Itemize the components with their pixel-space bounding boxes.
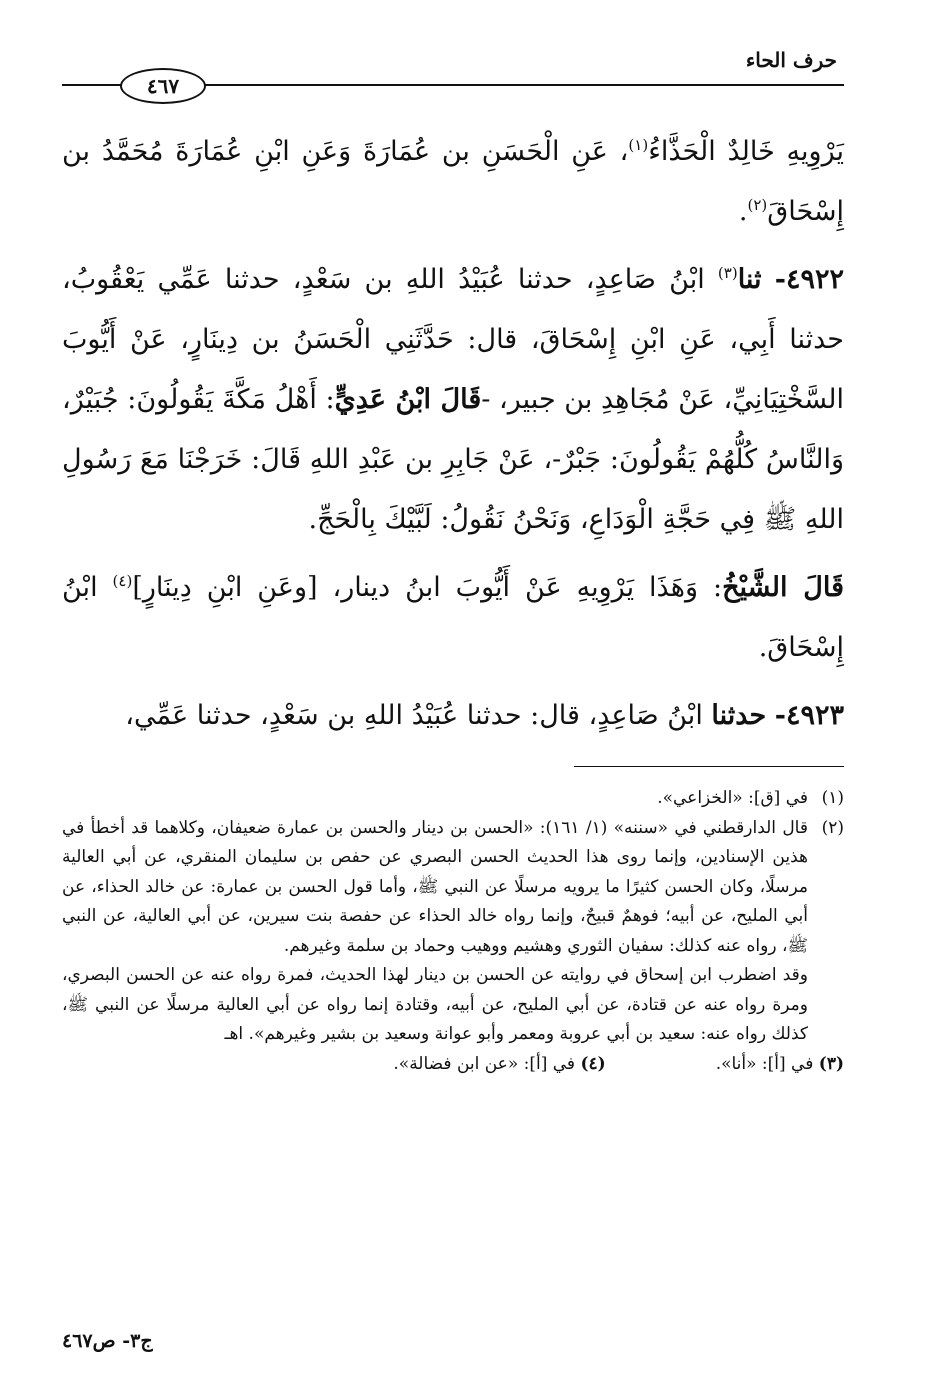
footnote-ref-3[interactable]: (٣) <box>717 264 738 282</box>
page-number-badge <box>120 68 206 104</box>
hadith-4923 <box>62 686 844 746</box>
footnotes <box>62 784 844 1079</box>
p1-end: . <box>738 196 748 227</box>
footnote-ref-1[interactable]: (١) <box>628 136 649 154</box>
footnote-separator <box>574 766 844 767</box>
p1-rest: ، عَنِ الْحَسَنِ بن عُمَارَةَ وَعَنِ ابْنِ عُمَارَةَ مُحَمَّدُ بن إِسْحَاقَ <box>62 136 844 227</box>
chapter-title: حرف الحاء <box>745 48 837 72</box>
footnote-2-text: قال الدارقطني في «سننه» (١/ ١٦١): «الحسن بن دينار والحسن بن عمارة ضعيفان، وكلاهما قد أخطأ في هذين الإسنادين، وإنما روى هذا الحديث الحسن البصري عن حفص بن سليمان المنقري، عن أبي العالية مرسلًا، وكان الحسن كثيرًا ما يرويه مرسلًا عن النبي ﷺ، وأما قول الحسن بن عمارة: عن خالد الحذاء، عن أبي المليح، عن أبيه؛ فوهمٌ قبيحٌ، وإنما رواه خالد الحذاء عن حفصة بنت سيرين، عن أبي العالية، عن النبي ﷺ، رواه عنه كذلك: سفيان الثوري وهشيم ووهيب وحماد بن سلمة وغيرهم. <box>62 817 808 956</box>
footnote-3-text: في [أ]: «أنا». <box>715 1053 814 1074</box>
footnote-3 <box>716 1050 844 1080</box>
footnote-4-text: في [أ]: «عن ابن فضالة». <box>393 1053 576 1074</box>
page-number: ٤٦٧ <box>146 74 180 98</box>
p3-end: ابْنُ إِسْحَاقَ. <box>62 572 844 663</box>
paragraph-1 <box>62 122 844 242</box>
p3-bold: قَالَ الشَّيْخُ <box>722 572 845 603</box>
hadith-4922 <box>62 250 844 550</box>
footnote-1-number: (١) <box>821 788 844 808</box>
volume-page-reference: ج٣- ص٤٦٧ <box>62 1330 153 1352</box>
footnote-1-text: في [ق]: «الخزاعي». <box>657 788 808 808</box>
footnote-ref-2[interactable]: (٢) <box>747 196 768 214</box>
sheikh-comment <box>62 558 844 678</box>
footnote-2-cont-text: وقد اضطرب ابن إسحاق في روايته عن الحسن بن دينار لهذا الحديث، فمرة رواه عنه عن الحسن البصري، ومرة رواه عنه عن قتادة، عن أبي المليح، عن أبيه، وقتادة إنما رواه عن أبي العالية مرسلًا عن النبي ﷺ، كذلك رواه عنه: سعيد بن أبي عروبة ومعمر وأبو عوانة وسعيد بن بشير وغيرهم». اهـ <box>62 965 808 1044</box>
p2-bold: ثنا <box>737 264 762 295</box>
footnotes-3-4 <box>62 1050 844 1080</box>
p4-bold: حدثنا <box>711 700 767 731</box>
footnote-4 <box>393 1050 605 1080</box>
p2-text2: : أَهْلُ مَكَّةَ يَقُولُونَ: جُبَيْرٌ، وَالنَّاسُ كُلُّهُمْ يَقُولُونَ: جَبْرٌ-، عَنْ جَابِرِ بن عَبْدِ اللهِ قَالَ: خَرَجْنَا مَعَ رَسُولِ اللهِ ﷺ فِي حَجَّةِ الْوَدَاعِ، وَنَحْنُ نَقُولُ: لَبَّيْكَ بِالْحَجِّ. <box>62 384 844 535</box>
footnote-3-number: (٣) <box>818 1053 844 1074</box>
main-text <box>62 122 844 754</box>
footnote-2-number: (٢) <box>821 817 844 838</box>
p2-bold2: قَالَ ابْنُ عَدِيٍّ <box>334 384 482 415</box>
footnote-4-number: (٤) <box>580 1053 606 1074</box>
p4-text: ابْنُ صَاعِدٍ، قال: حدثنا عُبَيْدُ اللهِ بن سَعْدٍ، حدثنا عَمِّي، <box>125 700 712 731</box>
hadith-number-4923: ٤٩٢٣- <box>774 700 844 731</box>
footnote-2 <box>62 814 844 962</box>
footnote-2-continued <box>62 961 844 1050</box>
footnote-1 <box>62 784 844 814</box>
footnote-ref-4[interactable]: (٤) <box>112 572 133 590</box>
p2-text: ابْنُ صَاعِدٍ، حدثنا عُبَيْدُ اللهِ بن سَعْدٍ، حدثنا عَمِّي يَعْقُوبُ، حدثنا أَبِي، عَنِ ابْنِ إِسْحَاقَ، قال: حَدَّثَنِي الْحَسَنُ بن دِينَارٍ، عَنْ أَيُّوبَ السَّخْتِيَانِيِّ، عَنْ مُجَاهِدِ بن جبير، - <box>62 264 845 415</box>
hadith-number-4922: ٤٩٢٢- <box>774 264 844 295</box>
p3-text: : وَهَذَا يَرْوِيهِ عَنْ أَيُّوبَ ابنُ دينار، [وعَنِ ابْنِ دِينَارٍ] <box>132 572 723 603</box>
p1-text: يَرْوِيهِ خَالِدٌ الْحَذَّاءُ <box>648 136 844 167</box>
